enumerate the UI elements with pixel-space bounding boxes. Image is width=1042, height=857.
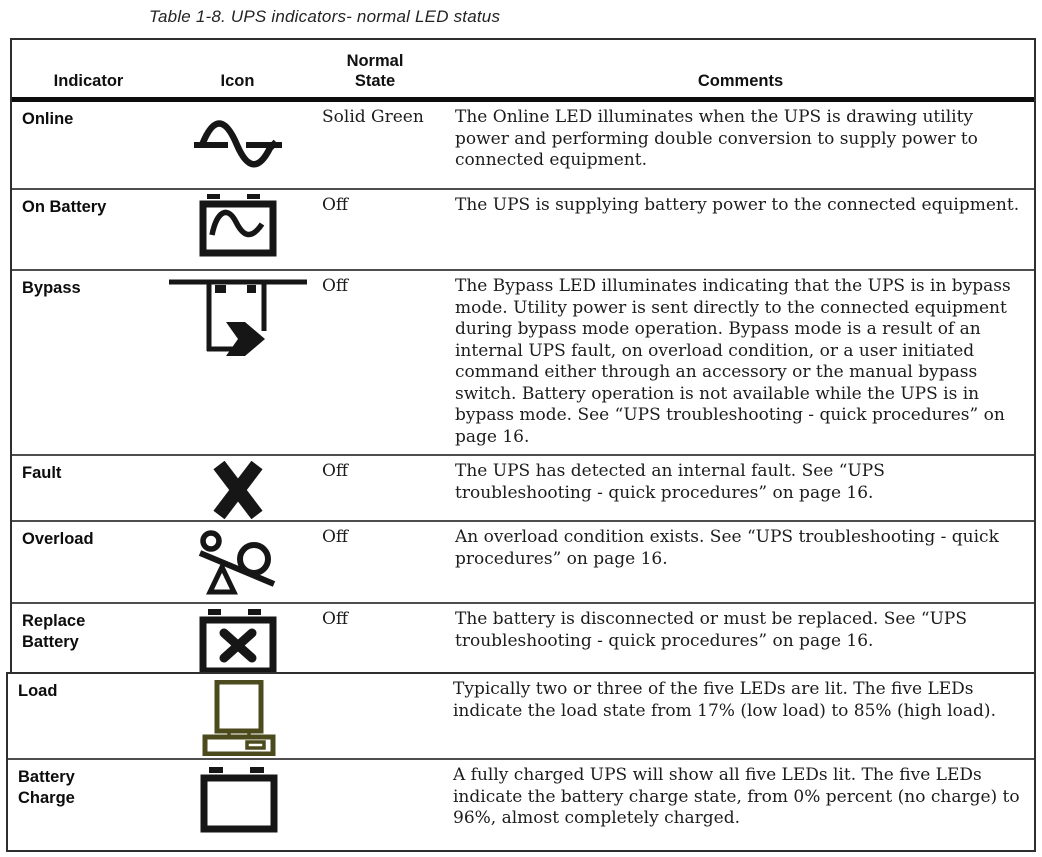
indicator-label: Overload: [22, 530, 94, 548]
table-row-on-battery: [12, 188, 1034, 269]
spacer-cell: [311, 674, 438, 758]
comments-text: A fully charged UPS will show all five LEDs lit. The five LEDs indicate the battery charge state, from 0% percent (no charge) to 96%, almost completely charged.: [453, 765, 1020, 828]
header-comments: Comments: [697, 72, 784, 91]
indicator-label: Online: [22, 110, 74, 128]
header-indicator: Indicator: [53, 72, 124, 91]
header-icon: Icon: [220, 72, 255, 91]
indicator-label: Fault: [22, 464, 62, 482]
comments-text: The UPS has detected an internal fault. See “UPS troubleshooting - quick procedures” on page 16.: [455, 461, 885, 503]
indicator-label: Battery Charge: [18, 768, 75, 808]
fault-x-icon: [210, 461, 266, 519]
table-row-online: [12, 102, 1034, 188]
comments-text: The Online LED illuminates when the UPS is drawing utility power and performing double conversion to supply power to connected equipment.: [455, 107, 978, 170]
computer-load-icon: [202, 680, 276, 756]
normal-state-value: Off: [322, 461, 349, 481]
comments-text: The Bypass LED illuminates indicating that the UPS is in bypass mode. Utility power is sent directly to the connected equipment during bypass mode operation. Bypass mode is a result of an internal UPS fault, on overload condition, or a user initiated command either through an accessory or the manual bypass switch. Battery operation is not available while the UPS is in bypass mode. See “UPS troubleshooting - quick procedures” on page 16.: [455, 276, 1011, 447]
header-normal-state: Normal State: [346, 52, 404, 91]
battery-charge-icon: [199, 767, 279, 833]
battery-inverter-icon: [198, 194, 278, 258]
spacer-cell: [311, 760, 438, 850]
table-header-row: [12, 40, 1034, 102]
comments-text: The battery is disconnected or must be replaced. See “UPS troubleshooting - quick procedures” on page 16.: [455, 609, 967, 651]
comments-text: An overload condition exists. See “UPS troubleshooting - quick procedures” on page 16.: [455, 527, 999, 569]
table-caption: Table 1-8. UPS indicators- normal LED status: [149, 7, 501, 26]
ups-led-bargraph-table: [6, 672, 1036, 852]
bypass-arrow-icon: [169, 275, 307, 363]
table-row-load: [8, 674, 1034, 758]
sine-wave-icon: [192, 112, 284, 174]
comments-text: The UPS is supplying battery power to the connected equipment.: [455, 195, 1020, 215]
table-row-fault: [12, 454, 1034, 520]
normal-state-value: Off: [322, 276, 349, 296]
normal-state-value: Off: [322, 609, 349, 629]
normal-state-value: Off: [322, 527, 349, 547]
table-row-battery-charge: [8, 758, 1034, 850]
indicator-label: Bypass: [22, 279, 81, 297]
ups-led-status-table: [10, 38, 1036, 680]
indicator-label: Load: [18, 682, 58, 700]
comments-text: Typically two or three of the five LEDs are lit. The five LEDs indicate the load state from 17% (low load) to 85% (high load).: [453, 679, 996, 721]
table-row-overload: [12, 520, 1034, 602]
overload-scale-icon: [196, 530, 280, 602]
replace-battery-icon: [198, 609, 278, 675]
indicator-label: Replace Battery: [22, 612, 86, 652]
indicator-label: On Battery: [22, 198, 107, 216]
table-row-replace-battery: [12, 602, 1034, 678]
table-row-bypass: [12, 269, 1034, 454]
normal-state-value: Off: [322, 195, 349, 215]
normal-state-value: Solid Green: [322, 107, 424, 127]
